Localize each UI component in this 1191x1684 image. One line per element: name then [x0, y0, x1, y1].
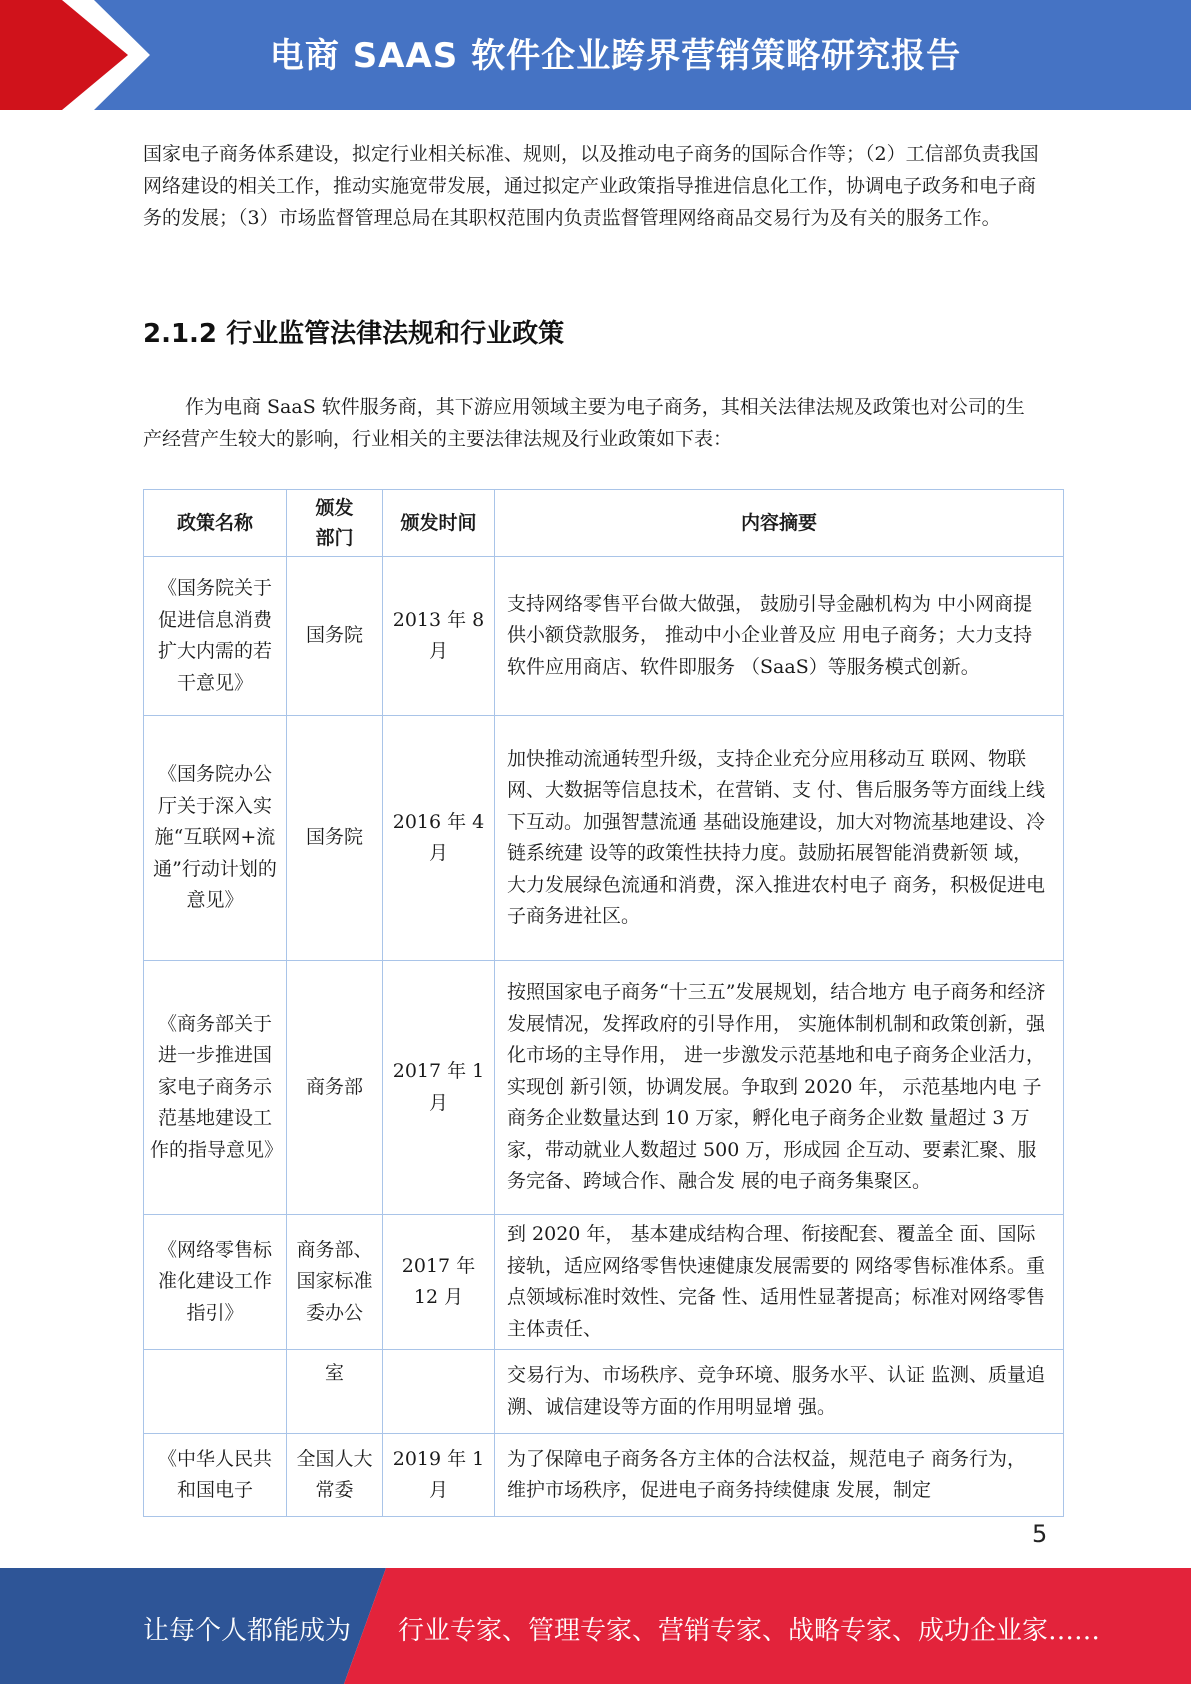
policy-name-cell: 《国务院关于促进信息消费扩大内需的若干意见》: [144, 557, 287, 716]
column-header-dept: 颁发部门: [287, 490, 383, 557]
column-header-name: 政策名称: [144, 490, 287, 557]
policy-name-cell: [144, 1350, 287, 1434]
table-row: [144, 1434, 1064, 1517]
policy-name-cell: 《国务院办公厅关于深入实施“互联网+流通”行动计划的意见》: [144, 716, 287, 961]
policy-date-cell: 2016 年 4 月: [383, 716, 495, 961]
policy-summary-cell: 交易行为、市场秩序、竞争环境、服务水平、认证 监测、质量追溯、诚信建设等方面的作用明显增 强。: [495, 1350, 1064, 1434]
section-heading: 2.1.2 行业监管法律法规和行业政策: [143, 319, 565, 349]
column-header-summary: 内容摘要: [495, 490, 1064, 557]
table-row: [144, 1350, 1064, 1434]
page-footer: [0, 1568, 1191, 1684]
policy-date-cell: 2017 年 1 月: [383, 961, 495, 1215]
policy-dept-cell: 商务部、国家标准委办公: [287, 1215, 383, 1350]
policy-dept-cell: 室: [287, 1350, 383, 1434]
column-header-date: 颁发时间: [383, 490, 495, 557]
policy-name-cell: 《商务部关于进一步推进国家电子商务示范基地建设工作的指导意见》: [144, 961, 287, 1215]
policy-summary-cell: 为了保障电子商务各方主体的合法权益，规范电子 商务行为， 维护市场秩序，促进电子商务持续健康 发展，制定: [495, 1434, 1064, 1517]
policy-dept-cell: 国务院: [287, 557, 383, 716]
page-header: [0, 0, 1191, 110]
policy-summary-cell: 加快推动流通转型升级，支持企业充分应用移动互 联网、物联网、大数据等信息技术，在营销、支 付、售后服务等方面线上线下互动。加强智慧流通 基础设施建设，加大对物流基地建设、冷链系统建 设等的政策性扶持力度。鼓励拓展智能消费新领 域，大力发展绿色流通和消费，深入推进农村电子 商务，积极促进电子商务进社区。: [495, 716, 1064, 961]
policy-name-cell: 《中华人民共和国电子: [144, 1434, 287, 1517]
policy-table: [143, 489, 1064, 1517]
table-row: [144, 1215, 1064, 1350]
policy-dept-cell: 商务部: [287, 961, 383, 1215]
policy-name-cell: 《网络零售标准化建设工作指引》: [144, 1215, 287, 1350]
intro-paragraph: 国家电子商务体系建设，拟定行业相关标准、规则，以及推动电子商务的国际合作等；（2）工信部负责我国网络建设的相关工作，推动实施宽带发展，通过拟定产业政策指导推进信息化工作，协调电子政务和电子商务的发展；（3）市场监督管理总局在其职权范围内负责监督管理网络商品交易行为及有关的服务工作。: [143, 143, 1039, 229]
policy-summary-cell: 到 2020 年， 基本建成结构合理、衔接配套、覆盖全 面、国际接轨，适应网络零售快速健康发展需要的 网络零售标准体系。重点领域标准时效性、完备 性、适用性显著提高；标准对网络零售主体责任、: [495, 1215, 1064, 1350]
footer-slogan-right: 行业专家、管理专家、营销专家、战略专家、成功企业家……: [398, 1616, 1101, 1646]
policy-date-cell: 2019 年 1 月: [383, 1434, 495, 1517]
policy-date-cell: 2013 年 8 月: [383, 557, 495, 716]
policy-date-cell: 2017 年 12 月: [383, 1215, 495, 1350]
report-title: 电商 SAAS 软件企业跨界营销策略研究报告: [269, 36, 962, 76]
policy-intro-paragraph: 作为电商 SaaS 软件服务商，其下游应用领域主要为电子商务，其相关法律法规及政策也对公司的生产经营产生较大的影响，行业相关的主要法律法规及行业政策如下表：: [143, 396, 1025, 450]
table-row: [144, 557, 1064, 716]
policy-dept-cell: 全国人大常委: [287, 1434, 383, 1517]
policy-date-cell: [383, 1350, 495, 1434]
footer-slogan-left: 让每个人都能成为: [143, 1616, 352, 1646]
policy-summary-cell: 按照国家电子商务“十三五”发展规划，结合地方 电子商务和经济发展情况，发挥政府的引导作用， 实施体制机制和政策创新，强化市场的主导作用， 进一步激发示范基地和电子商务企业活力，实现创 新引领，协调发展。争取到 2020 年， 示范基地内电 子商务企业数量达到 10 万家，孵化电子商务企业数 量超过 3 万家，带动就业人数超过 500 万，形成园 企互动、要素汇聚、服务完备、跨域合作、融合发 展的电子商务集聚区。: [495, 961, 1064, 1215]
policy-dept-cell: 国务院: [287, 716, 383, 961]
table-header-row: [144, 490, 1064, 557]
policy-summary-cell: 支持网络零售平台做大做强， 鼓励引导金融机构为 中小网商提供小额贷款服务， 推动中小企业普及应 用电子商务；大力支持软件应用商店、软件即服务 （SaaS）等服务模式创新。: [495, 557, 1064, 716]
table-row: [144, 716, 1064, 961]
table-row: [144, 961, 1064, 1215]
page-number: 5: [1032, 1520, 1048, 1548]
